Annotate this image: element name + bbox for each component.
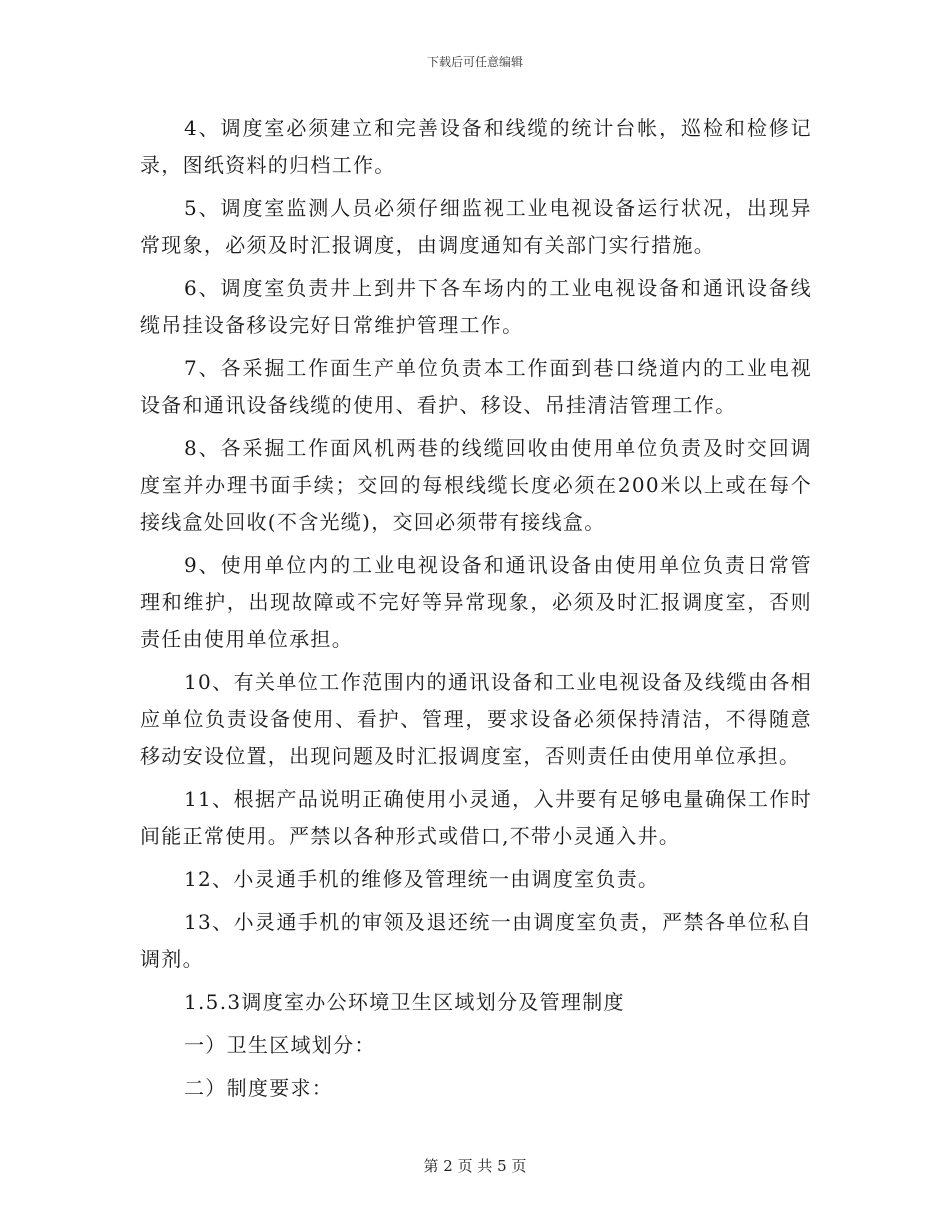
paragraph-item-5: 5、调度室监测人员必须仔细监视工业电视设备运行状况，出现异常现象，必须及时汇报调度，由调度通知有关部门实行措施。 xyxy=(140,196,812,257)
paragraph-item-9: 9、使用单位内的工业电视设备和通讯设备由使用单位负责日常管理和维护，出现故障或不完好等异常现象，必须及时汇报调度室，否则责任由使用单位承担。 xyxy=(140,553,812,651)
subsection-heading-rules: 二）制度要求： xyxy=(184,1076,334,1100)
document-body xyxy=(140,110,812,1113)
paragraph-item-7: 7、各采掘工作面生产单位负责本工作面到巷口绕道内的工业电视设备和通讯设备线缆的使用、看护、移设、吊挂清洁管理工作。 xyxy=(140,356,812,417)
paragraph-item-12: 12、小灵通手机的维修及管理统一由调度室负责。 xyxy=(184,867,660,891)
paragraph-item-6: 6、调度室负责井上到井下各车场内的工业电视设备和通讯设备线缆吊挂设备移设完好日常维护管理工作。 xyxy=(140,276,812,337)
page-number: 第 2 页 共 5 页 xyxy=(423,1157,527,1175)
paragraph-item-8: 8、各采掘工作面风机两巷的线缆回收由使用单位负责及时交回调度室并办理书面手续；交回的每根线缆长度必须在200米以上或在每个接线盒处回收(不含光缆)，交回必须带有接线盒。 xyxy=(140,436,812,534)
subsection-heading-area: 一）卫生区域划分： xyxy=(184,1033,376,1057)
page-header: 下载后可任意编辑 xyxy=(426,55,523,69)
section-heading: 1.5.3调度室办公环境卫生区域划分及管理制度 xyxy=(184,990,625,1014)
paragraph-item-13: 13、小灵通手机的审领及退还统一由调度室负责，严禁各单位私自调剂。 xyxy=(140,910,812,971)
paragraph-item-4: 4、调度室必须建立和完善设备和线缆的统计台帐，巡检和检修记录，图纸资料的归档工作。 xyxy=(140,116,812,177)
paragraph-item-11: 11、根据产品说明正确使用小灵通，入井要有足够电量确保工作时间能正常使用。严禁以各种形式或借口,不带小灵通入井。 xyxy=(140,787,812,848)
paragraph-item-10: 10、有关单位工作范围内的通讯设备和工业电视设备及线缆由各相应单位负责设备使用、看护、管理，要求设备必须保持清洁，不得随意移动安设位置，出现问题及时汇报调度室，否则责任由使用单位承担。 xyxy=(140,670,812,768)
